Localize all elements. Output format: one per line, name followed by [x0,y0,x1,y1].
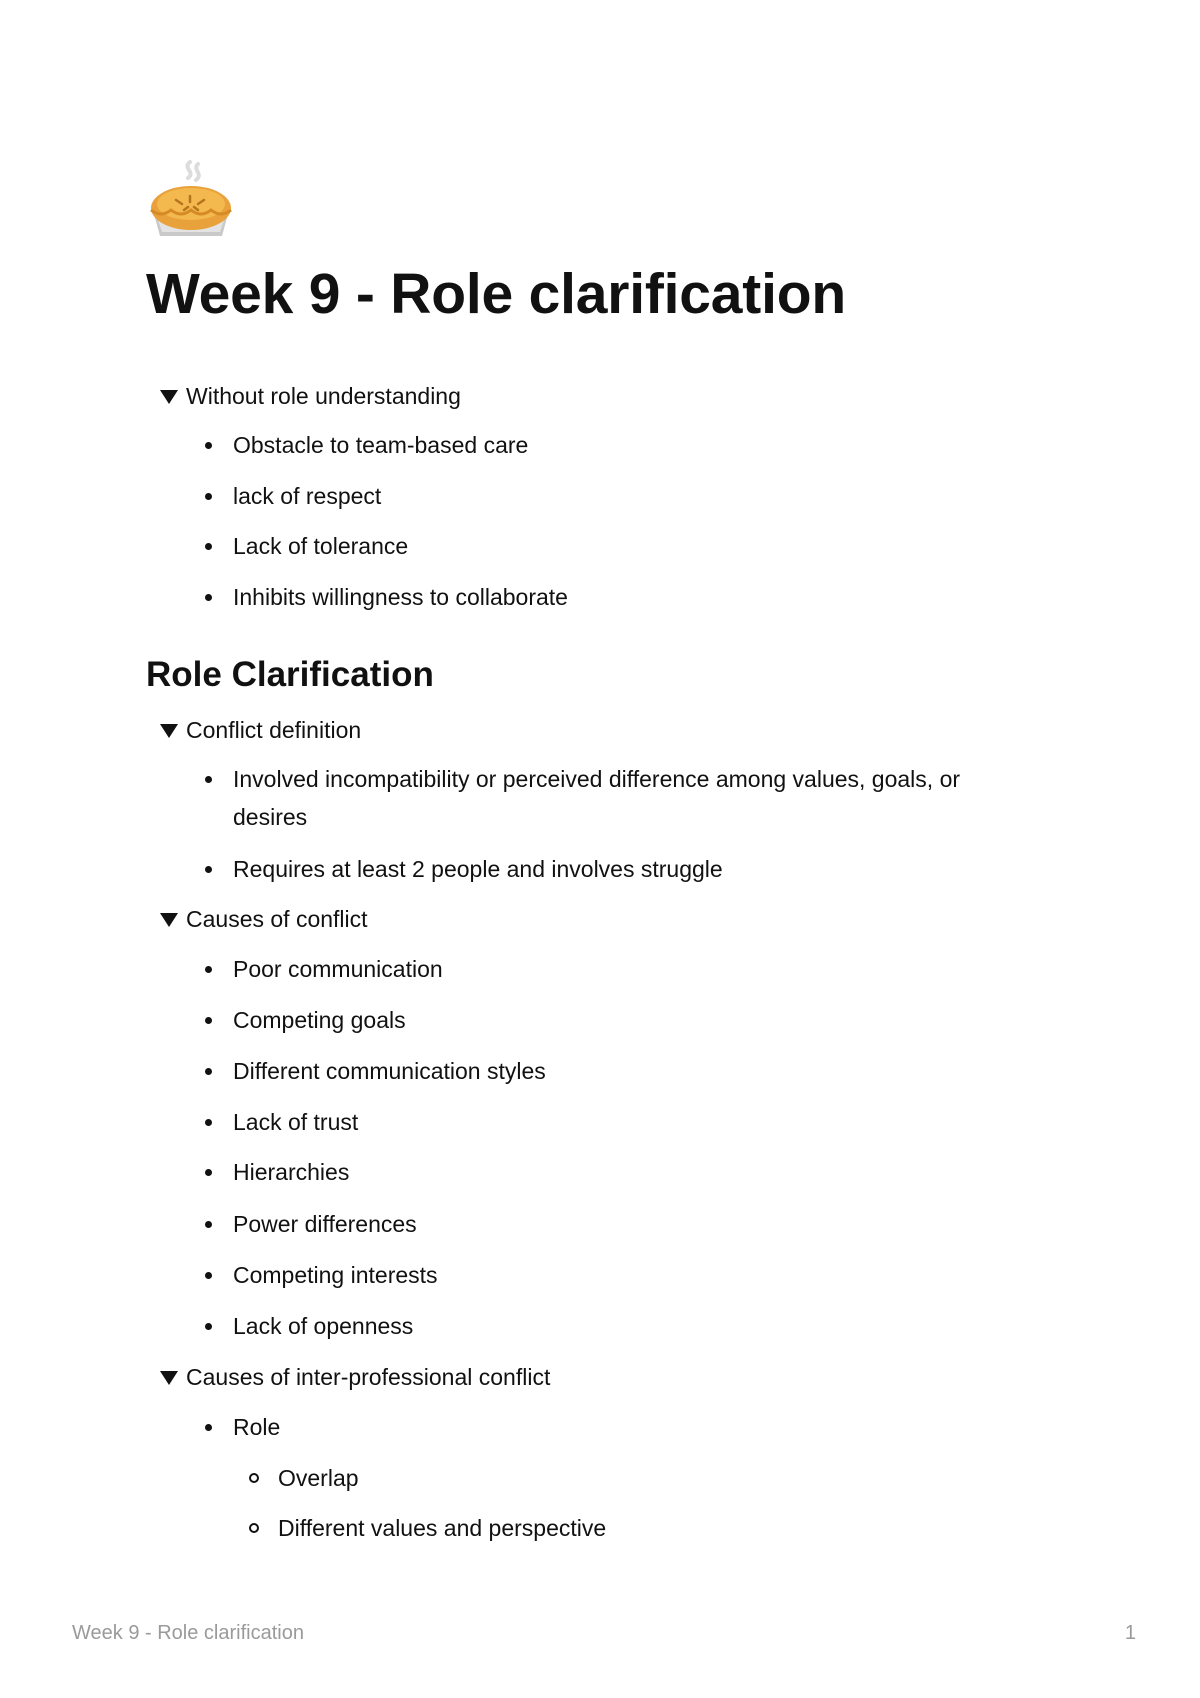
nested-list-item: Different values and perspective [249,1509,1069,1547]
bullet-icon [205,1169,212,1176]
bullet-icon [205,1221,212,1228]
toggle-causes-of-conflict[interactable] [160,904,368,934]
bullet-icon [205,1068,212,1075]
list-item: Involved incompatibility or perceived difference among values, goals, or desires [205,760,1025,836]
list-item: Poor communication [205,950,1025,988]
bullet-icon [205,1424,212,1431]
nested-list-item: Overlap [249,1459,1069,1497]
list-item: Competing interests [205,1256,1025,1294]
list-item: Hierarchies [205,1153,1025,1191]
list-item: Inhibits willingness to collaborate [205,578,1025,616]
bullet-icon [205,594,212,601]
toggle-arrow-icon[interactable] [160,724,178,738]
toggle-label: Causes of inter-professional conflict [186,1364,551,1390]
toggle-causes-of-interprofessional-conflict[interactable] [160,1362,550,1392]
list-item: Competing goals [205,1001,1025,1039]
footer-title: Week 9 - Role clarification [72,1622,304,1644]
toggle-arrow-icon[interactable] [160,913,178,927]
bullet-icon [205,543,212,550]
toggle-label: Without role understanding [186,383,461,409]
pie-icon [146,160,236,242]
list-item: Different communication styles [205,1052,1025,1090]
list-item: Lack of openness [205,1307,1025,1345]
bullet-icon [205,1272,212,1279]
list-item: Power differences [205,1205,1025,1243]
bullet-icon [205,866,212,873]
toggle-label: Causes of conflict [186,906,368,932]
toggle-arrow-icon[interactable] [160,390,178,404]
hollow-bullet-icon [249,1523,259,1533]
hollow-bullet-icon [249,1473,259,1483]
bullet-icon [205,776,212,783]
list-item: Lack of trust [205,1103,1025,1141]
bullet-icon [205,1017,212,1024]
list-item: Obstacle to team-based care [205,426,1025,464]
list-item: Lack of tolerance [205,527,1025,565]
bullet-icon [205,493,212,500]
toggle-label: Conflict definition [186,717,362,743]
list-item: lack of respect [205,477,1025,515]
bullet-icon [205,966,212,973]
list-item: Role [205,1408,1025,1446]
toggle-arrow-icon[interactable] [160,1371,178,1385]
page-number: 1 [1124,1622,1136,1644]
section-heading: Role Clarification [146,655,434,694]
bullet-icon [205,442,212,449]
bullet-icon [205,1323,212,1330]
bullet-icon [205,1119,212,1126]
toggle-without-role-understanding[interactable] [160,381,461,411]
page-title: Week 9 - Role clarification [146,262,846,326]
toggle-conflict-definition[interactable] [160,715,361,745]
list-item: Requires at least 2 people and involves struggle [205,850,1025,888]
